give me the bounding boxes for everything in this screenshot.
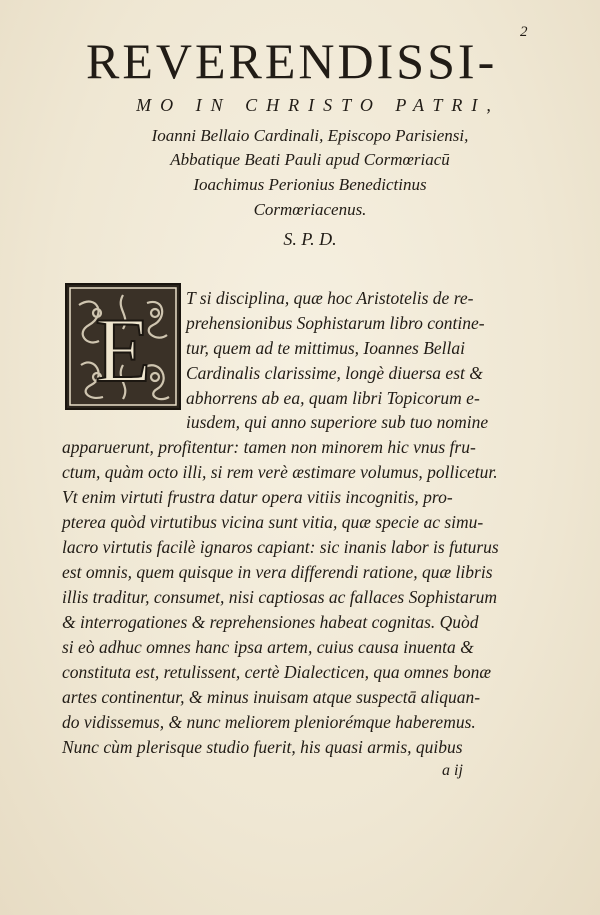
body-line: do vidissemus, & nunc meliorem pleniorémque haberemus.	[62, 712, 476, 732]
body-line: Vt enim virtuti frustra datur opera vitiis incognitis, pro-	[62, 487, 453, 507]
signature-mark: a ij	[442, 762, 463, 779]
heading-line: Ioachimus Perionius Benedictinus	[193, 175, 427, 194]
body-line: lacro virtutis facilè ignaros capiant: sic inanis labor is futurus	[62, 537, 499, 557]
body-line: abhorrens ab ea, quam libri Topicorum e-	[186, 388, 480, 408]
body-line: iusdem, qui anno superiore sub tuo nomine	[186, 412, 489, 432]
folio-number: 2	[520, 24, 528, 40]
initial-letter: E	[94, 299, 152, 401]
heading-line: MO IN CHRISTO PATRI,	[136, 95, 500, 115]
body-line: est omnis, quem quisque in vera differendi ratione, quæ libris	[62, 562, 493, 582]
body-line: Cardinalis clarissime, longè diuersa est &	[186, 363, 483, 383]
heading-line: Ioanni Bellaio Cardinali, Episcopo Parisiensi,	[151, 126, 469, 145]
body-line: apparuerunt, profitentur: tamen non minorem hic vnus fru-	[62, 437, 476, 457]
body-line: ctum, quàm octo illi, si rem verè æstimare volumus, pollicetur.	[62, 462, 498, 482]
heading-large: REVERENDISSI-	[86, 33, 498, 89]
body-line: constituta est, retulissent, certè Dialecticen, qua omnes bonæ	[62, 662, 491, 682]
heading-line: Abbatique Beati Pauli apud Cormœriacū	[170, 150, 450, 169]
body-line: illis traditur, consumet, nisi captiosas ac fallaces Sophistarum	[62, 587, 498, 607]
decorated-initial	[65, 283, 181, 410]
heading-line: Cormœriacenus.	[253, 200, 367, 219]
salutation: S. P. D.	[283, 229, 337, 249]
body-line: tur, quem ad te mittimus, Ioannes Bellai	[186, 338, 466, 358]
body-line: & interrogationes & reprehensiones habeat cognitas. Quòd	[62, 612, 479, 632]
body-line: prehensionibus Sophistarum libro contine-	[186, 313, 485, 333]
body-line: pterea quòd virtutibus vicina sunt vitia, quæ specie ac simu-	[62, 512, 484, 532]
body-line: artes continentur, & minus inuisam atque suspectā aliquan-	[62, 687, 481, 707]
body-line: T si disciplina, quæ hoc Aristotelis de re-	[186, 288, 474, 308]
body-line: Nunc cùm plerisque studio fuerit, his quasi armis, quibus	[62, 737, 463, 757]
body-line: si eò adhuc omnes hanc ipsa artem, cuius causa inuenta &	[62, 637, 474, 657]
